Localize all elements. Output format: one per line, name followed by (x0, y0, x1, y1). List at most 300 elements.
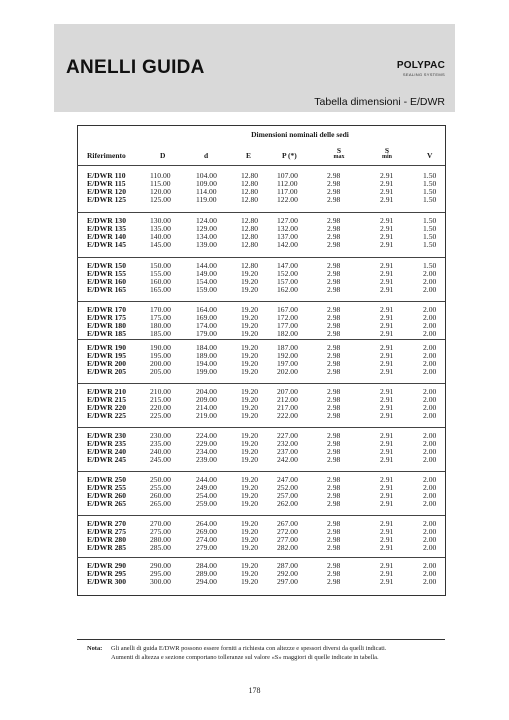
cell-V: 1.50 (423, 261, 437, 270)
cell-D: 180.00 (150, 320, 171, 330)
cell-D: 245.00 (150, 454, 171, 464)
cell-E: 19.20 (241, 542, 259, 552)
note-line-1: Gli anelli di guida E/DWR possono essere forniti a richiesta con altezze e spessori diversi da quelli indicati. (111, 645, 387, 652)
cell-s-min: 2.91 (380, 261, 394, 270)
cell-P: 132.00 (277, 223, 298, 233)
cell-ref: E/DWR 110 (87, 171, 126, 180)
cell-ref: E/DWR 145 (87, 239, 127, 249)
table-row (0, 500, 509, 508)
cell-d: 129.00 (196, 223, 217, 233)
cell-d: 114.00 (196, 186, 217, 196)
cell-V: 1.50 (423, 178, 437, 188)
cell-V: 2.00 (423, 350, 437, 360)
cell-ref: E/DWR 185 (87, 328, 127, 338)
cell-P: 107.00 (277, 171, 298, 180)
cell-ref: E/DWR 135 (87, 223, 127, 233)
cell-V: 2.00 (423, 490, 437, 500)
cell-P: 247.00 (277, 475, 298, 484)
header-separator (77, 165, 445, 166)
cell-s-min: 2.91 (380, 358, 394, 368)
cell-ref: E/DWR 205 (87, 366, 127, 376)
cell-s-max: 2.98 (327, 402, 341, 412)
cell-V: 1.50 (423, 194, 437, 204)
cell-s-min: 2.91 (380, 231, 394, 241)
cell-P: 257.00 (277, 490, 298, 500)
cell-D: 110.00 (150, 171, 171, 180)
cell-d: 209.00 (196, 394, 217, 404)
cell-ref: E/DWR 115 (87, 178, 126, 188)
cell-D: 250.00 (150, 475, 171, 484)
cell-s-max: 2.98 (327, 431, 341, 440)
cell-ref: E/DWR 120 (87, 186, 127, 196)
cell-s-max: 2.98 (327, 186, 341, 196)
cell-P: 127.00 (277, 216, 298, 225)
cell-s-min: 2.91 (380, 475, 394, 484)
cell-P: 157.00 (277, 276, 298, 286)
cell-D: 215.00 (150, 394, 171, 404)
cell-ref: E/DWR 255 (87, 482, 127, 492)
cell-ref: E/DWR 130 (87, 216, 127, 225)
cell-s-max: 2.98 (327, 216, 341, 225)
cell-s-max: 2.98 (327, 561, 341, 570)
cell-D: 155.00 (150, 268, 171, 278)
cell-V: 2.00 (423, 410, 437, 420)
cell-D: 125.00 (150, 194, 171, 204)
cell-V: 2.00 (423, 358, 437, 368)
cell-s-min: 2.91 (380, 239, 394, 249)
cell-V: 2.00 (423, 320, 437, 330)
cell-ref: E/DWR 125 (87, 194, 127, 204)
cell-ref: E/DWR 300 (87, 576, 127, 586)
cell-V: 2.00 (423, 343, 437, 352)
cell-s-max: 2.98 (327, 475, 341, 484)
cell-D: 175.00 (150, 312, 171, 322)
cell-d: 139.00 (196, 239, 217, 249)
cell-s-min: 2.91 (380, 576, 394, 586)
cell-D: 280.00 (150, 534, 171, 544)
cell-s-min: 2.91 (380, 328, 394, 338)
cell-P: 187.00 (277, 343, 298, 352)
cell-P: 147.00 (277, 261, 298, 270)
cell-E: 19.20 (241, 284, 259, 294)
cell-D: 115.00 (150, 178, 171, 188)
table-row (0, 544, 509, 552)
cell-E: 19.20 (241, 358, 259, 368)
cell-ref: E/DWR 160 (87, 276, 127, 286)
cell-E: 19.20 (241, 276, 259, 286)
cell-E: 19.20 (241, 438, 259, 448)
cell-d: 104.00 (196, 171, 217, 180)
cell-s-min: 2.91 (380, 186, 394, 196)
cell-E: 19.20 (241, 350, 259, 360)
cell-s-max: 2.98 (327, 446, 341, 456)
column-header-s-max-label: S (336, 146, 342, 155)
brand-name: POLYPAC (396, 60, 445, 71)
cell-ref: E/DWR 150 (87, 261, 127, 270)
cell-E: 12.80 (241, 216, 259, 225)
cell-s-min: 2.91 (380, 216, 394, 225)
cell-D: 165.00 (150, 284, 171, 294)
cell-D: 225.00 (150, 410, 171, 420)
cell-P: 292.00 (277, 568, 298, 578)
table-row (0, 412, 509, 420)
cell-D: 260.00 (150, 490, 171, 500)
cell-ref: E/DWR 155 (87, 268, 127, 278)
cell-D: 205.00 (150, 366, 171, 376)
cell-V: 2.00 (423, 387, 437, 396)
cell-s-min: 2.91 (380, 178, 394, 188)
cell-s-max: 2.98 (327, 526, 341, 536)
cell-s-max: 2.98 (327, 387, 341, 396)
cell-P: 152.00 (277, 268, 298, 278)
cell-D: 145.00 (150, 239, 171, 249)
cell-E: 12.80 (241, 261, 259, 270)
cell-P: 197.00 (277, 358, 298, 368)
cell-D: 120.00 (150, 186, 171, 196)
cell-ref: E/DWR 210 (87, 387, 127, 396)
cell-d: 294.00 (196, 576, 217, 586)
group-separator (77, 339, 445, 340)
cell-d: 189.00 (196, 350, 217, 360)
cell-E: 19.20 (241, 387, 259, 396)
cell-d: 174.00 (196, 320, 217, 330)
cell-E: 19.20 (241, 490, 259, 500)
cell-E: 19.20 (241, 268, 259, 278)
cell-D: 170.00 (150, 305, 171, 314)
cell-D: 255.00 (150, 482, 171, 492)
cell-s-min: 2.91 (380, 223, 394, 233)
cell-ref: E/DWR 295 (87, 568, 127, 578)
cell-d: 244.00 (196, 475, 217, 484)
cell-P: 252.00 (277, 482, 298, 492)
note-divider (77, 639, 445, 640)
cell-s-min: 2.91 (380, 482, 394, 492)
cell-D: 150.00 (150, 261, 171, 270)
cell-s-max: 2.98 (327, 576, 341, 586)
cell-s-max: 2.98 (327, 454, 341, 464)
cell-E: 12.80 (241, 171, 259, 180)
cell-s-max: 2.98 (327, 276, 341, 286)
cell-d: 264.00 (196, 519, 217, 528)
cell-E: 19.20 (241, 519, 259, 528)
cell-E: 12.80 (241, 239, 259, 249)
cell-s-min: 2.91 (380, 387, 394, 396)
cell-ref: E/DWR 220 (87, 402, 127, 412)
cell-s-min: 2.91 (380, 431, 394, 440)
cell-V: 2.00 (423, 526, 437, 536)
cell-d: 229.00 (196, 438, 217, 448)
cell-D: 130.00 (150, 216, 171, 225)
cell-d: 269.00 (196, 526, 217, 536)
cell-s-max: 2.98 (327, 350, 341, 360)
cell-D: 195.00 (150, 350, 171, 360)
cell-ref: E/DWR 250 (87, 475, 127, 484)
group-separator (77, 257, 445, 258)
cell-ref: E/DWR 175 (87, 312, 127, 322)
table-row (0, 368, 509, 376)
cell-V: 2.00 (423, 268, 437, 278)
cell-E: 19.20 (241, 482, 259, 492)
group-separator (77, 301, 445, 302)
cell-s-max: 2.98 (327, 490, 341, 500)
cell-E: 19.20 (241, 312, 259, 322)
cell-s-min: 2.91 (380, 343, 394, 352)
cell-s-min: 2.91 (380, 171, 394, 180)
cell-ref: E/DWR 195 (87, 350, 127, 360)
column-header-d: d (204, 151, 209, 160)
group-separator (77, 383, 445, 384)
column-header-P: P (*) (282, 151, 297, 160)
cell-E: 19.20 (241, 410, 259, 420)
cell-d: 259.00 (196, 498, 217, 508)
column-header-E: E (246, 151, 252, 160)
cell-d: 254.00 (196, 490, 217, 500)
cell-s-max: 2.98 (327, 261, 341, 270)
cell-s-max: 2.98 (327, 328, 341, 338)
cell-d: 214.00 (196, 402, 217, 412)
cell-s-min: 2.91 (380, 320, 394, 330)
cell-s-max: 2.98 (327, 534, 341, 544)
cell-V: 2.00 (423, 284, 437, 294)
cell-ref: E/DWR 180 (87, 320, 127, 330)
cell-P: 287.00 (277, 561, 298, 570)
cell-ref: E/DWR 285 (87, 542, 127, 552)
cell-d: 224.00 (196, 431, 217, 440)
cell-V: 1.50 (423, 231, 437, 241)
cell-d: 134.00 (196, 231, 217, 241)
cell-ref: E/DWR 140 (87, 231, 127, 241)
cell-D: 235.00 (150, 438, 171, 448)
cell-V: 2.00 (423, 276, 437, 286)
cell-d: 239.00 (196, 454, 217, 464)
cell-P: 142.00 (277, 239, 298, 249)
cell-E: 19.20 (241, 320, 259, 330)
cell-s-max: 2.98 (327, 482, 341, 492)
cell-P: 182.00 (277, 328, 298, 338)
group-header: Dimensioni nominali delle sedi (251, 130, 349, 139)
table-row (0, 578, 509, 586)
cell-s-min: 2.91 (380, 366, 394, 376)
cell-E: 19.20 (241, 454, 259, 464)
cell-ref: E/DWR 170 (87, 305, 127, 314)
cell-D: 210.00 (150, 387, 171, 396)
cell-ref: E/DWR 235 (87, 438, 127, 448)
cell-E: 19.20 (241, 343, 259, 352)
cell-s-min: 2.91 (380, 276, 394, 286)
cell-P: 227.00 (277, 431, 298, 440)
cell-ref: E/DWR 165 (87, 284, 127, 294)
table-row (0, 241, 509, 249)
cell-D: 200.00 (150, 358, 171, 368)
cell-P: 202.00 (277, 366, 298, 376)
table-row (0, 456, 509, 464)
cell-V: 2.00 (423, 542, 437, 552)
column-header-s-max-sub: max (333, 154, 345, 160)
cell-ref: E/DWR 265 (87, 498, 127, 508)
cell-s-max: 2.98 (327, 438, 341, 448)
cell-s-max: 2.98 (327, 519, 341, 528)
cell-V: 2.00 (423, 328, 437, 338)
cell-E: 12.80 (241, 231, 259, 241)
cell-V: 2.00 (423, 305, 437, 314)
cell-d: 159.00 (196, 284, 217, 294)
cell-s-max: 2.98 (327, 223, 341, 233)
cell-d: 154.00 (196, 276, 217, 286)
column-header-s-max (330, 148, 348, 160)
cell-P: 167.00 (277, 305, 298, 314)
cell-d: 289.00 (196, 568, 217, 578)
group-separator (77, 212, 445, 213)
cell-E: 19.20 (241, 394, 259, 404)
cell-P: 122.00 (277, 194, 298, 204)
cell-s-min: 2.91 (380, 446, 394, 456)
cell-s-min: 2.91 (380, 498, 394, 508)
cell-s-max: 2.98 (327, 394, 341, 404)
cell-d: 234.00 (196, 446, 217, 456)
cell-d: 194.00 (196, 358, 217, 368)
cell-D: 295.00 (150, 568, 171, 578)
cell-V: 2.00 (423, 438, 437, 448)
cell-s-max: 2.98 (327, 343, 341, 352)
cell-V: 2.00 (423, 568, 437, 578)
cell-D: 135.00 (150, 223, 171, 233)
cell-d: 274.00 (196, 534, 217, 544)
cell-E: 19.20 (241, 366, 259, 376)
document-title: ANELLI GUIDA (66, 57, 205, 78)
cell-E: 12.80 (241, 178, 259, 188)
cell-s-max: 2.98 (327, 366, 341, 376)
cell-E: 19.20 (241, 431, 259, 440)
cell-V: 2.00 (423, 394, 437, 404)
cell-s-max: 2.98 (327, 358, 341, 368)
cell-s-max: 2.98 (327, 320, 341, 330)
cell-E: 19.20 (241, 402, 259, 412)
cell-E: 19.20 (241, 446, 259, 456)
cell-s-min: 2.91 (380, 526, 394, 536)
cell-E: 19.20 (241, 576, 259, 586)
cell-P: 222.00 (277, 410, 298, 420)
cell-P: 207.00 (277, 387, 298, 396)
column-header-s-min-sub: min (381, 154, 392, 160)
cell-d: 199.00 (196, 366, 217, 376)
cell-s-max: 2.98 (327, 312, 341, 322)
cell-P: 137.00 (277, 231, 298, 241)
cell-s-min: 2.91 (380, 561, 394, 570)
cell-P: 232.00 (277, 438, 298, 448)
cell-E: 19.20 (241, 526, 259, 536)
cell-E: 19.20 (241, 328, 259, 338)
cell-D: 160.00 (150, 276, 171, 286)
cell-d: 149.00 (196, 268, 217, 278)
cell-D: 185.00 (150, 328, 171, 338)
cell-s-max: 2.98 (327, 568, 341, 578)
cell-D: 300.00 (150, 576, 171, 586)
cell-V: 2.00 (423, 576, 437, 586)
cell-P: 267.00 (277, 519, 298, 528)
cell-ref: E/DWR 190 (87, 343, 127, 352)
cell-V: 2.00 (423, 498, 437, 508)
cell-s-min: 2.91 (380, 542, 394, 552)
cell-E: 19.20 (241, 498, 259, 508)
cell-d: 219.00 (196, 410, 217, 420)
column-header-s-min (380, 148, 394, 160)
cell-ref: E/DWR 240 (87, 446, 127, 456)
cell-V: 2.00 (423, 475, 437, 484)
cell-s-max: 2.98 (327, 410, 341, 420)
cell-s-max: 2.98 (327, 542, 341, 552)
cell-d: 184.00 (196, 343, 217, 352)
cell-E: 19.20 (241, 305, 259, 314)
cell-d: 204.00 (196, 387, 217, 396)
cell-V: 2.00 (423, 431, 437, 440)
group-separator (77, 515, 445, 516)
cell-d: 119.00 (196, 194, 217, 204)
cell-V: 2.00 (423, 402, 437, 412)
cell-ref: E/DWR 260 (87, 490, 127, 500)
cell-V: 1.50 (423, 239, 437, 249)
cell-V: 2.00 (423, 446, 437, 456)
cell-s-max: 2.98 (327, 239, 341, 249)
cell-V: 2.00 (423, 454, 437, 464)
note-label: Nota: (87, 645, 103, 652)
cell-D: 230.00 (150, 431, 171, 440)
table-row (0, 330, 509, 338)
cell-P: 237.00 (277, 446, 298, 456)
cell-P: 162.00 (277, 284, 298, 294)
table-row (0, 196, 509, 204)
cell-P: 297.00 (277, 576, 298, 586)
cell-d: 164.00 (196, 305, 217, 314)
cell-s-max: 2.98 (327, 268, 341, 278)
cell-E: 19.20 (241, 534, 259, 544)
cell-P: 112.00 (277, 178, 298, 188)
table-row (0, 286, 509, 294)
brand-logo (397, 60, 445, 77)
cell-ref: E/DWR 270 (87, 519, 127, 528)
cell-ref: E/DWR 230 (87, 431, 127, 440)
cell-E: 12.80 (241, 186, 259, 196)
cell-s-min: 2.91 (380, 454, 394, 464)
cell-s-min: 2.91 (380, 350, 394, 360)
cell-D: 240.00 (150, 446, 171, 456)
group-separator (77, 557, 445, 558)
cell-P: 217.00 (277, 402, 298, 412)
cell-E: 19.20 (241, 475, 259, 484)
cell-V: 1.50 (423, 223, 437, 233)
cell-d: 169.00 (196, 312, 217, 322)
cell-ref: E/DWR 225 (87, 410, 127, 420)
cell-s-min: 2.91 (380, 568, 394, 578)
cell-P: 277.00 (277, 534, 298, 544)
cell-d: 144.00 (196, 261, 217, 270)
cell-ref: E/DWR 275 (87, 526, 127, 536)
cell-V: 1.50 (423, 171, 437, 180)
cell-s-max: 2.98 (327, 498, 341, 508)
cell-s-max: 2.98 (327, 178, 341, 188)
brand-tagline: SEALING SYSTEMS (402, 72, 445, 77)
cell-ref: E/DWR 215 (87, 394, 127, 404)
column-header-V: V (427, 151, 433, 160)
cell-D: 190.00 (150, 343, 171, 352)
cell-D: 220.00 (150, 402, 171, 412)
column-header-s-min-label: S (384, 146, 390, 155)
cell-ref: E/DWR 280 (87, 534, 127, 544)
cell-V: 2.00 (423, 534, 437, 544)
cell-s-min: 2.91 (380, 194, 394, 204)
cell-ref: E/DWR 245 (87, 454, 127, 464)
cell-s-max: 2.98 (327, 194, 341, 204)
cell-V: 2.00 (423, 312, 437, 322)
